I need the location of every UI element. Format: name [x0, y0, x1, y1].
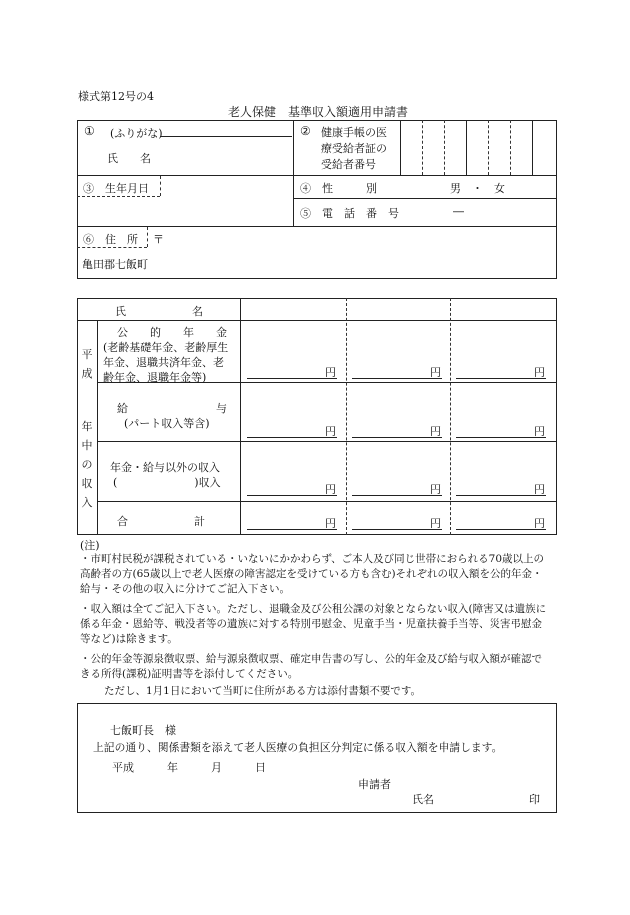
phone-label: ⑤ 電 話 番 号 [300, 207, 399, 220]
birthdate-field[interactable] [161, 176, 292, 225]
note-item-3: ・公的年金等源泉徴収票、給与源泉徴収票、確定申告書の写し、公的年金及び給与収入額が確認できる所得(課税)証明書等を添付してください。 [80, 653, 542, 680]
form-number: 様式第12号の4 [78, 90, 154, 103]
application-statement: 上記の通り、関係書類を添えて老人医療の負担区分判定に係る収入額を申請します。 [93, 741, 503, 754]
applicant-name-field[interactable] [440, 789, 525, 805]
side-label-heisei: 平成 [81, 348, 93, 380]
item1-number: ① [84, 124, 95, 138]
name-label: 氏 名 [107, 152, 151, 165]
address-label: ⑥ 住 所 [83, 233, 138, 246]
form-title: 老人保健 基準収入額適用申請書 [228, 105, 409, 119]
phone-field[interactable]: ― [453, 205, 464, 218]
receipt-number-label-1: 健康手帳の医 [321, 126, 387, 139]
side-label-annual-income: 年中の収入 [81, 420, 93, 509]
pension-detail-1: (老齢基礎年金、老齢厚生 [103, 341, 229, 354]
receipt-number-label-2: 療受給者証の [321, 142, 387, 155]
applicant-label: 申請者 [358, 778, 391, 791]
total-label: 合 計 [117, 515, 205, 528]
birthdate-label: ③ 生年月日 [83, 182, 149, 195]
name-field[interactable] [160, 140, 292, 174]
postal-mark: 〒 [153, 233, 164, 246]
note-item-1: ・市町村民税が課税されている・いないにかかわらず、ご本人及び同じ世帯におられる70歳以上の高齢者の方(65歳以上で老人医療の障害認定を受けている方も含む)それぞれの収入額を公的年金・給与・その他の収入に分けてご記入下さい。 [80, 553, 545, 595]
person-name-header: 氏 名 [115, 305, 203, 318]
furigana-field[interactable] [160, 136, 292, 137]
item2-number: ② [300, 124, 311, 138]
gender-label: ④ 性 別 [300, 182, 377, 195]
seal-mark: 印 [529, 793, 540, 806]
furigana-label: (ふりがな) [110, 127, 163, 140]
person-name-field-3[interactable] [451, 299, 556, 319]
receipt-number-label-3: 受給者番号 [321, 158, 376, 171]
receipt-number-field[interactable] [400, 121, 556, 174]
gender-options[interactable]: 男 ・ 女 [450, 182, 505, 195]
person-name-field-1[interactable] [241, 299, 345, 319]
other-income-title: 年金・給与以外の収入 [110, 461, 220, 474]
salary-title: 給 与 [117, 402, 227, 415]
note-exception: ただし、1月1日において当町に住所がある方は添付書類不要です。 [104, 685, 422, 697]
address-text[interactable]: 亀田郡七飯町 [82, 258, 148, 271]
addressee: 七飯町長 様 [110, 724, 176, 737]
note-item-2: ・収入額は全てご記入下さい。ただし、退職金及び公租公課の対象とならない収入(障害又は遺族に係る年金・恩給等、戦没者等の遺族に対する特別弔慰金、児童手当・児童扶養手当等、災害弔慰金等など)は除きます。 [80, 603, 547, 645]
application-date[interactable]: 平成 年 月 日 [112, 761, 266, 774]
person-name-field-2[interactable] [347, 299, 449, 319]
pension-detail-3: 齢年金、退職年金等) [103, 371, 207, 384]
pension-title: 公 的 年 金 [117, 326, 227, 339]
salary-detail: (パート収入等含) [124, 417, 210, 430]
pension-detail-2: 年金、退職共済年金、老 [103, 356, 224, 369]
other-income-detail: ( )収入 [113, 476, 221, 489]
applicant-name-label: 氏名 [412, 793, 434, 806]
notes-header: (注) [80, 539, 100, 552]
